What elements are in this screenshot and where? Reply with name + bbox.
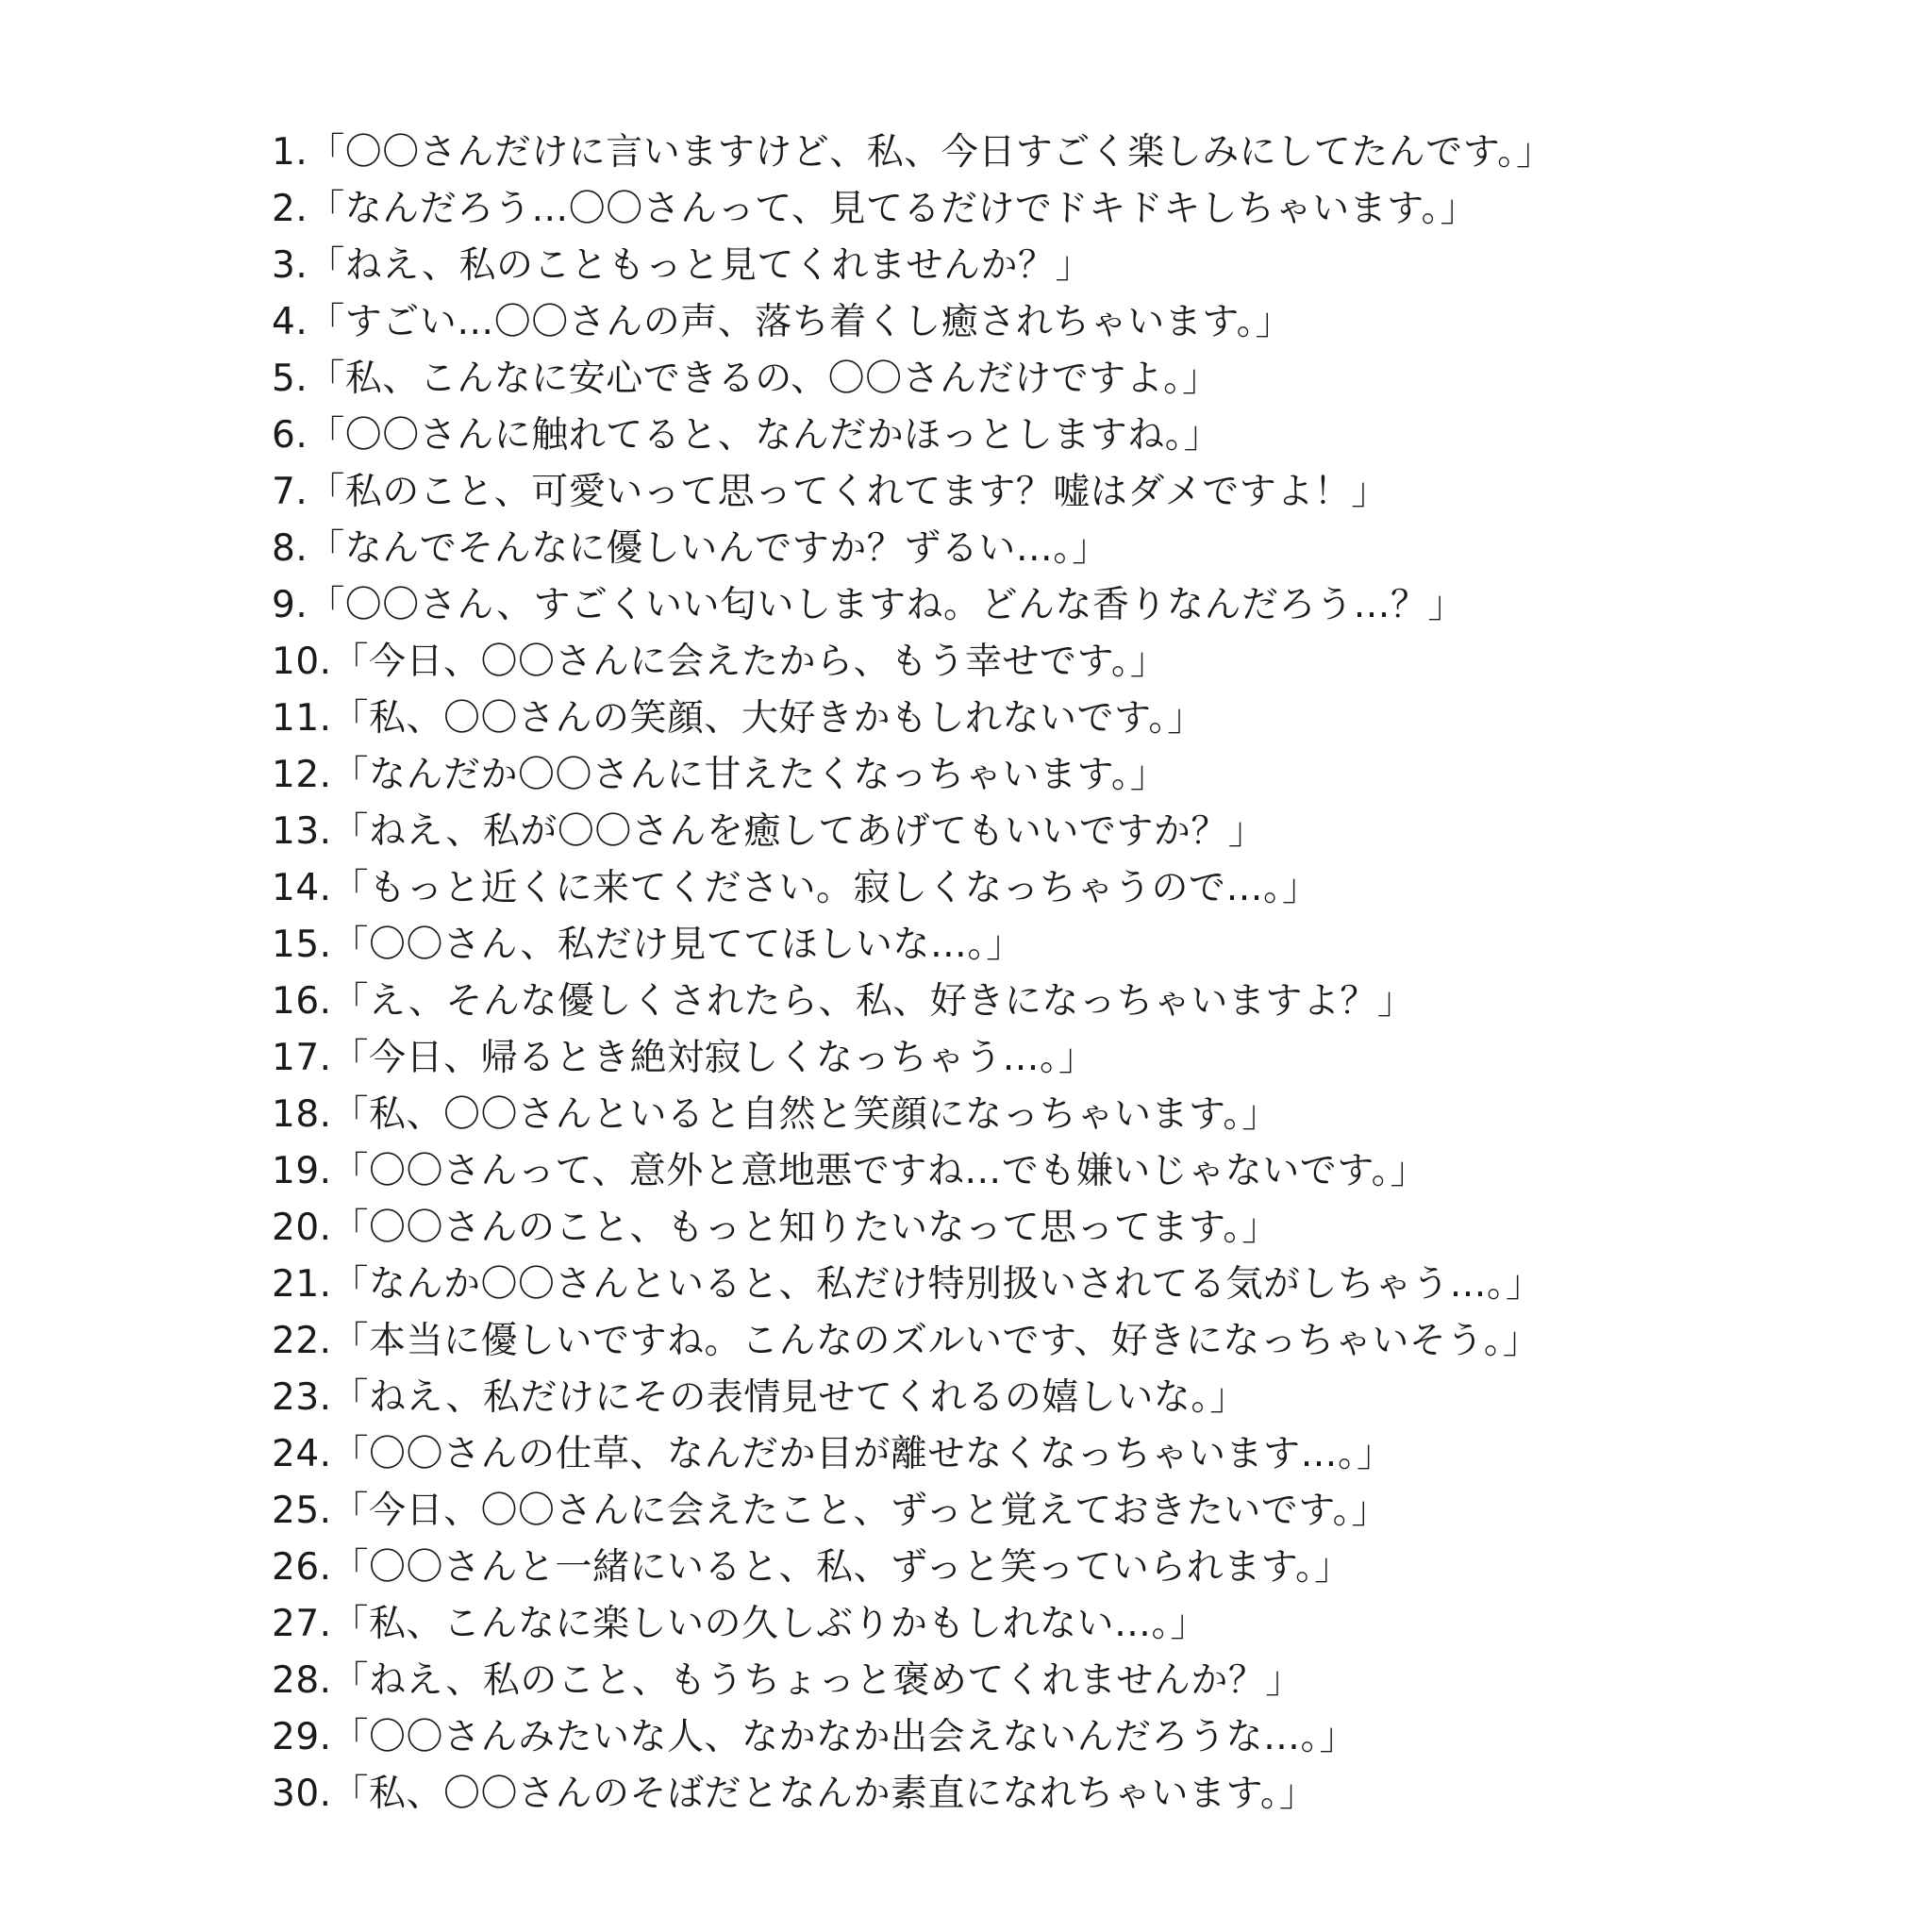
list-item [272,464,1875,521]
item-text: 「もっと近くに来てください。寂しくなっちゃうので…。」 [331,867,1320,909]
item-number: 16. [272,980,332,1023]
phrase-list [272,125,1875,1823]
item-text: 「〇〇さんの仕草、なんだか目が離せなくなっちゃいます…。」 [331,1433,1394,1475]
item-text: 「なんだか〇〇さんに甘えたくなっちゃいます。」 [331,754,1168,796]
item-number: 17. [272,1037,332,1079]
list-item [272,691,1875,747]
list-item [272,577,1875,634]
list-item [272,1426,1875,1483]
item-number: 19. [272,1150,332,1192]
item-number: 12. [272,754,332,796]
item-text: 「私、〇〇さんの笑顔、大好きかもしれないです。」 [331,697,1205,740]
item-text: 「なんだろう…〇〇さんって、見てるだけでドキドキしちゃいます。」 [308,188,1478,230]
item-number: 26. [272,1546,332,1589]
item-number: 6. [272,414,308,457]
list-item [272,1030,1875,1087]
list-item [272,181,1875,238]
item-number: 9. [272,584,308,626]
list-item [272,238,1875,294]
item-number: 14. [272,867,332,909]
item-number: 30. [272,1773,332,1815]
item-number: 28. [272,1659,332,1702]
list-item [272,1653,1875,1709]
item-number: 25. [272,1490,332,1532]
item-text: 「私、〇〇さんのそばだとなんか素直になれちゃいます。」 [331,1773,1317,1815]
list-item [272,521,1875,577]
item-number: 8. [272,527,308,570]
item-number: 11. [272,697,332,740]
item-number: 20. [272,1207,332,1249]
item-number: 24. [272,1433,332,1475]
list-item [272,408,1875,464]
item-text: 「今日、〇〇さんに会えたこと、ずっと覚えておきたいです。」 [331,1490,1390,1532]
item-number: 22. [272,1320,332,1362]
item-number: 1. [272,131,308,174]
item-text: 「〇〇さんに触れてると、なんだかほっとしますね。」 [308,414,1222,457]
item-number: 7. [272,471,308,513]
list-item [272,294,1875,351]
list-item [272,860,1875,917]
item-text: 「すごい…〇〇さんの声、落ち着くし癒されちゃいます。」 [308,301,1293,343]
list-item [272,125,1875,181]
item-text: 「ねえ、私が〇〇さんを癒してあげてもいいですか？」 [331,810,1266,853]
item-text: 「私のこと、可愛いって思ってくれてます？嘘はダメですよ！」 [308,471,1389,513]
item-text: 「え、そんな優しくされたら、私、好きになっちゃいますよ？」 [331,980,1415,1023]
item-text: 「なんか〇〇さんといると、私だけ特別扱いされてる気がしちゃう…。」 [331,1263,1543,1306]
list-item [272,1596,1875,1653]
list-item [272,1483,1875,1540]
list-item [272,1313,1875,1370]
item-text: 「〇〇さん、私だけ見ててほしいな…。」 [331,924,1024,966]
list-item [272,1540,1875,1596]
item-number: 10. [272,641,332,683]
item-text: 「私、〇〇さんといると自然と笑顔になっちゃいます。」 [331,1093,1279,1136]
item-text: 「〇〇さん、すごくいい匂いしますね。どんな香りなんだろう…？」 [308,584,1466,626]
list-item [272,974,1875,1030]
item-number: 15. [272,924,332,966]
list-item [272,1370,1875,1426]
item-number: 27. [272,1603,332,1645]
item-text: 「今日、帰るとき絶対寂しくなっちゃう…。」 [331,1037,1096,1079]
item-text: 「なんでそんなに優しいんですか？ずるい…。」 [308,527,1109,570]
list-item [272,634,1875,691]
item-number: 13. [272,810,332,853]
list-item [272,804,1875,860]
list-item [272,351,1875,408]
item-text: 「私、こんなに楽しいの久しぶりかもしれない…。」 [331,1603,1208,1645]
item-text: 「ねえ、私のこともっと見てくれませんか？」 [308,244,1093,287]
item-text: 「〇〇さんと一緒にいると、私、ずっと笑っていられます。」 [331,1546,1352,1589]
item-number: 29. [272,1716,332,1758]
item-number: 23. [272,1376,332,1419]
list-item [272,1143,1875,1200]
item-text: 「私、こんなに安心できるの、〇〇さんだけですよ。」 [308,358,1220,400]
item-number: 2. [272,188,308,230]
list-item [272,1257,1875,1313]
item-text: 「ねえ、私だけにその表情見せてくれるの嬉しいな。」 [331,1376,1247,1419]
list-item [272,1087,1875,1143]
item-text: 「本当に優しいですね。こんなのズルいです、好きになっちゃいそう。」 [331,1320,1541,1362]
list-item [272,1200,1875,1257]
list-item [272,917,1875,974]
item-number: 18. [272,1093,332,1136]
list-item [272,1709,1875,1766]
list-item [272,1766,1875,1823]
item-number: 4. [272,301,308,343]
item-text: 「〇〇さんのこと、もっと知りたいなって思ってます。」 [331,1207,1279,1249]
item-number: 5. [272,358,308,400]
list-item [272,747,1875,804]
item-number: 21. [272,1263,332,1306]
item-text: 「〇〇さんだけに言いますけど、私、今日すごく楽しみにしてたんです。」 [308,131,1554,174]
item-number: 3. [272,244,308,287]
item-text: 「〇〇さんみたいな人、なかなか出会えないんだろうな…。」 [331,1716,1357,1758]
item-text: 「ねえ、私のこと、もうちょっと褒めてくれませんか？」 [331,1659,1303,1702]
item-text: 「〇〇さんって、意外と意地悪ですね…でも嫌いじゃないです。」 [331,1150,1428,1192]
item-text: 「今日、〇〇さんに会えたから、もう幸せです。」 [331,641,1168,683]
